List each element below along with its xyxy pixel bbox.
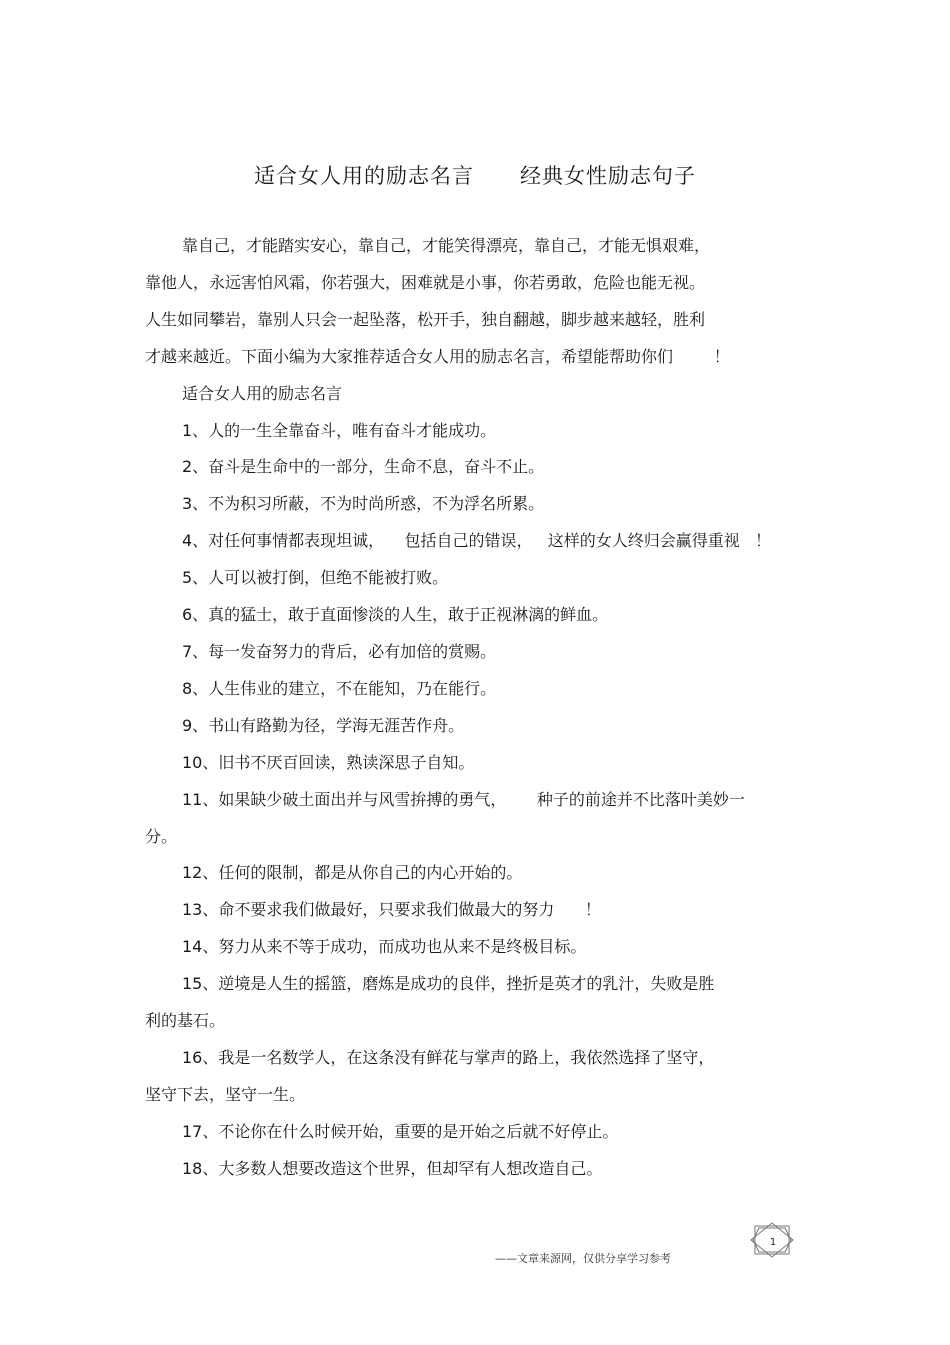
quote-item: 1、人的一生全靠奋斗，唯有奋斗才能成功。 — [182, 420, 497, 440]
quote-item: 3、不为积习所蔽，不为时尚所惑，不为浮名所累。 — [182, 494, 545, 514]
quote-item: 13、命不要求我们做最好，只要求我们做最大的努力 ！ — [182, 900, 601, 920]
quote-item: 7、每一发奋努力的背后，必有加倍的赏赐。 — [182, 641, 497, 661]
document-body — [145, 228, 815, 1188]
intro-line: 靠自己，才能踏实安心，靠自己，才能笑得漂亮，靠自己，才能无惧艰难， — [182, 236, 711, 255]
quote-item: 17、不论你在什么时候开始，重要的是开始之后就不好停止。 — [182, 1121, 619, 1141]
quote-item-continuation: 分。 — [145, 826, 178, 846]
quote-item: 8、人生伟业的建立，不在能知，乃在能行。 — [182, 678, 497, 698]
quote-item: 10、旧书不厌百回读，熟读深思子自知。 — [182, 752, 475, 772]
page-number: 1 — [769, 1237, 777, 1248]
quote-item-continuation: 坚守下去，坚守一生。 — [145, 1084, 306, 1104]
quote-item: 4、对任何事情都表现坦诚， 包括自己的错误， 这样的女人终归会赢得重视 ！ — [182, 531, 772, 551]
quote-item-continuation: 利的基石。 — [145, 1011, 226, 1031]
intro-line: 靠他人，永远害怕风霜，你若强大，困难就是小事，你若勇敢，危险也能无视。 — [145, 272, 706, 292]
quote-item: 9、书山有路勤为径，学海无涯苦作舟。 — [182, 715, 465, 735]
quote-item: 16、我是一名数学人，在这条没有鲜花与掌声的路上，我依然选择了坚守， — [182, 1047, 715, 1067]
intro-line: 人生如同攀岩，靠别人只会一起坠落，松开手，独自翻越，脚步越来越轻，胜利 — [145, 309, 706, 329]
quote-item: 12、任何的限制，都是从你自己的内心开始的。 — [182, 863, 523, 883]
intro-line: 才越来越近。下面小编为大家推荐适合女人用的励志名言，希望能帮助你们 ！ — [145, 346, 730, 366]
quote-item: 2、奋斗是生命中的一部分，生命不息，奋斗不止。 — [182, 457, 545, 477]
footer-source-note: ——文章来源网，仅供分享学习参考 — [495, 1252, 671, 1265]
quote-item: 14、努力从来不等于成功，而成功也从来不是终极目标。 — [182, 937, 587, 957]
quote-item: 15、逆境是人生的摇篮，磨炼是成功的良伴，挫折是英才的乳汁，失败是胜 — [182, 974, 715, 994]
section-heading: 适合女人用的励志名言 — [182, 383, 343, 403]
quote-item: 6、真的猛士，敢于直面惨淡的人生，敢于正视淋漓的鲜血。 — [182, 605, 609, 625]
quote-item: 18、大多数人想要改造这个世界，但却罕有人想改造自己。 — [182, 1158, 603, 1178]
quote-item: 5、人可以被打倒，但绝不能被打败。 — [182, 568, 449, 588]
quote-item: 11、如果缺少破土面出并与风雪拚搏的勇气， 种子的前途并不比落叶美妙一 — [182, 789, 745, 809]
page-title: 适合女人用的励志名言 经典女性励志句子 — [253, 164, 697, 188]
